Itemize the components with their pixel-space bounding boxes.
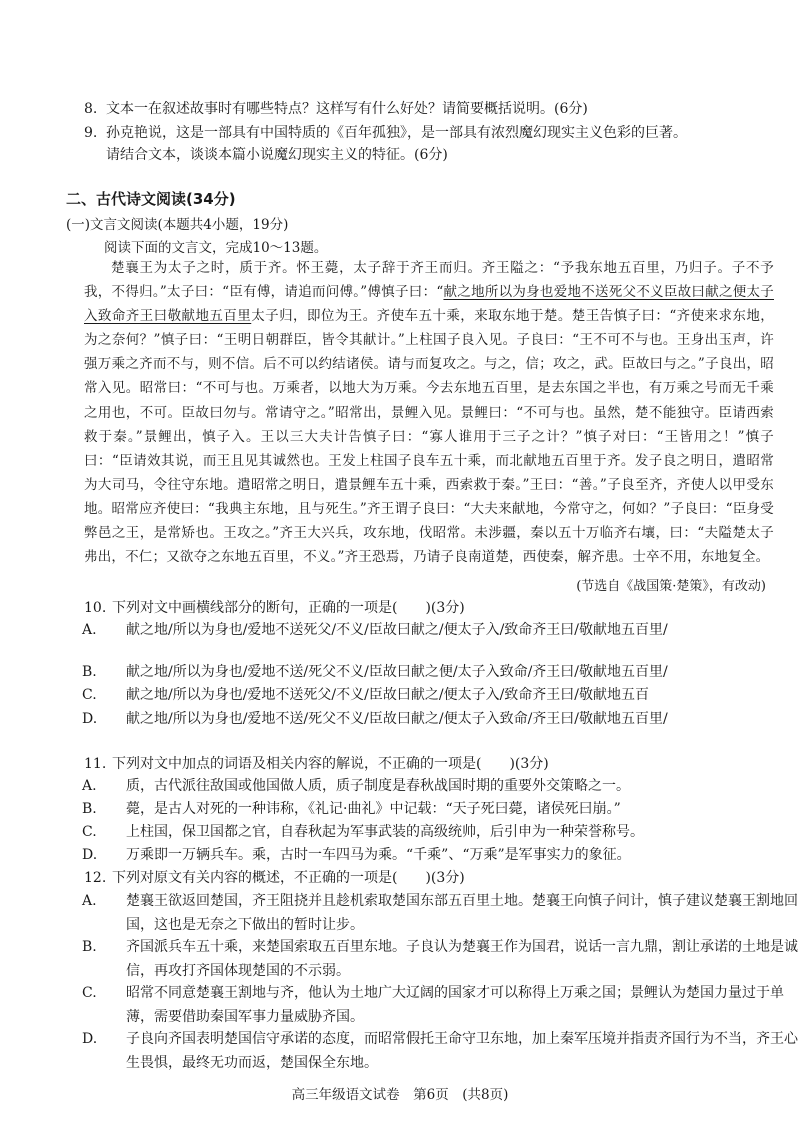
option-letter: A. — [82, 778, 97, 794]
q11-option-b-text: 薨，是古人对死的一种讳称，《礼记·曲礼》中记载：“天子死曰薨，诸侯死曰崩。” — [126, 801, 621, 817]
q10-option-a[interactable] — [82, 619, 800, 643]
subsection-title: (一)文言文阅读(本题共4小题，19分) — [66, 217, 289, 233]
question-9-number: 9. — [84, 125, 98, 141]
q10-option-b-text: 献之地/所以为身也/爱地不送/死父不义/臣故曰献之便/太子入致命/齐王曰/敬献地五百里/ — [126, 664, 668, 680]
passage-part-2: 太子归，即位为王。齐使车五十乘，来取东地于楚。楚王告慎子曰：“齐使来求东地，为之奈何？”慎子曰：“王明日朝群臣，皆令其献计。”上柱国子良入见。子良曰：“王不可不与也。王身出玉声，许强万乘之齐而不与，则不信。后不可以约结诸侯。请与而复攻之。与之，信；攻之，武。臣故曰与之。”子良出，昭常入见。昭常曰：“不可与也。万乘者，以地大为万乘。今去东地五百里，是去东国之半也，有万乘之号而无千乘之用也，不可。臣故曰勿与。常请守之。”昭常出，景鲤入见。景鲤曰：“不可与也。虽然，楚不能独守。臣请西索救于秦。”景鲤出，慎子入。王以三大夫计告慎子曰：“寡人谁用于三子之计？”慎子对曰：“王皆用之！”慎子曰：“臣请效其说，而王且见其诚然也。王发上柱国子良车五十乘，而北献地五百里于齐。发子良之明日，遣昭常为大司马，令往守东地。遣昭常之明日，遣景鲤车五十乘，西索救于秦。”王曰：“善。”子良至齐，齐使人以甲受东地。昭常应齐使曰：“我典主东地，且与死生。”齐王谓子良曰：“大夫来献地，今常守之，何如？”子良曰：“臣身受弊邑之王，是常矫也。王攻之。”齐王大兴兵，攻东地，伐昭常。未涉疆，秦以五十万临齐右壤，曰：“夫隘楚太子弗出，不仁；又欲夺之东地五百里，不义。”齐王恐焉，乃请子良南道楚，西使秦，解齐患。士卒不用，东地复全。 — [84, 308, 774, 566]
question-10-stem: 下列对文中画横线部分的断句，正确的一项是( )(3分) — [112, 600, 465, 616]
question-9 — [84, 122, 774, 166]
reading-instruction: 阅读下面的文言文，完成10～13题。 — [104, 240, 328, 256]
page-footer: 高三年级语文试卷 第6页 (共8页) — [291, 1087, 509, 1103]
option-letter: C. — [82, 985, 97, 1001]
q11-option-d-text: 万乘即一万辆兵车。乘，古时一车四马为乘。“千乘”、“万乘”是军事实力的象征。 — [126, 847, 631, 863]
option-letter: D. — [82, 1031, 98, 1047]
option-letter: C. — [82, 824, 97, 840]
q11-option-c-text: 上柱国，保卫国都之官，自春秋起为军事武装的高级统帅，后引申为一种荣誉称号。 — [126, 824, 644, 840]
q11-option-b[interactable] — [82, 798, 800, 822]
question-12-stem: 下列对原文有关内容的概述，不正确的一项是( )(3分) — [112, 870, 465, 886]
option-letter: C. — [82, 687, 97, 703]
q11-option-c[interactable] — [82, 821, 800, 845]
question-12 — [84, 867, 784, 890]
q10-option-d[interactable] — [82, 708, 800, 732]
question-11-number: 11. — [84, 756, 107, 772]
option-letter: A. — [82, 893, 97, 909]
question-10 — [84, 597, 784, 620]
question-9-text-line2: 请结合文本，谈谈本篇小说魔幻现实主义的特征。(6分) — [106, 147, 448, 163]
q12-option-b[interactable] — [82, 936, 800, 983]
section-title: 二、古代诗文阅读(34分) — [66, 190, 236, 208]
q12-option-a[interactable] — [82, 890, 800, 937]
passage-source: (节选自《战国策·楚策》，有改动) — [576, 579, 766, 594]
q10-option-c[interactable] — [82, 684, 800, 708]
q12-option-c[interactable] — [82, 982, 800, 1029]
question-8-text: 文本一在叙述故事时有哪些特点？这样写有什么好处？请简要概括说明。(6分) — [106, 101, 588, 117]
option-letter: D. — [82, 711, 98, 727]
q12-option-a-text: 楚襄王欲返回楚国，齐王阻挠并且趁机索取楚国东部五百里土地。楚襄王向慎子问计，慎子建议楚襄王割地回国，这也是无奈之下做出的暂时让步。 — [126, 893, 798, 933]
passage-underlined: 献之地所以为身也爱地不送死父不义臣故曰献之便太子入致命齐王曰敬献地五百里 — [84, 284, 774, 325]
question-9-text: 孙克艳说，这是一部具有中国特质的《百年孤独》，是一部具有浓烈魔幻现实主义色彩的巨著。 — [106, 125, 687, 141]
q12-option-d-text: 子良向齐国表明楚国信守承诺的态度，而昭常假托王命守卫东地，加上秦军压境并指责齐国行为不当，齐王心生畏惧，最终无功而返，楚国保全东地。 — [126, 1031, 798, 1071]
q11-option-a[interactable] — [82, 775, 800, 799]
option-letter: D. — [82, 847, 98, 863]
question-8 — [84, 98, 774, 120]
question-10-number: 10. — [84, 600, 107, 616]
question-11 — [84, 753, 784, 776]
q10-option-a-text: 献之地/所以为身也/爱地不送死父/不义/臣故曰献之/便太子入/致命齐王曰/敬献地五百里/ — [126, 622, 668, 638]
q10-option-b[interactable] — [82, 661, 800, 685]
q12-option-d[interactable] — [82, 1028, 800, 1075]
option-letter: B. — [82, 939, 97, 955]
q10-option-d-text: 献之地/所以为身也/爱地不送/死父不义/臣故曰献之/便太子入致命/齐王曰/敬献地五百里/ — [126, 711, 668, 727]
passage-part-1: 楚襄王为太子之时，质于齐。怀王薨，太子辞于齐王而归。齐王隘之：“予我东地五百里，乃归子。子不予我，不得归。”太子曰：“臣有傅，请追而问傅。”傅慎子曰：“ — [84, 260, 774, 301]
q10-option-c-text: 献之地/所以为身也/爱地不送死父/不义/臣故曰献之/便太子入/致命齐王曰/敬献地五百 — [126, 687, 650, 703]
classical-passage — [84, 256, 774, 569]
q11-option-a-text: 质，古代派往敌国或他国做人质，质子制度是春秋战国时期的重要外交策略之一。 — [126, 778, 630, 794]
question-8-number: 8. — [84, 101, 98, 117]
option-letter: B. — [82, 664, 97, 680]
option-letter: B. — [82, 801, 97, 817]
q11-option-d[interactable] — [82, 844, 800, 868]
question-11-stem: 下列对文中加点的词语及相关内容的解说，不正确的一项是( )(3分) — [112, 756, 549, 772]
option-letter: A. — [82, 622, 97, 638]
q12-option-b-text: 齐国派兵车五十乘，来楚国索取五百里东地。子良认为楚襄王作为国君，说话一言九鼎，割让承诺的土地是诚信，再攻打齐国体现楚国的不示弱。 — [126, 939, 798, 979]
q12-option-c-text: 昭常不同意楚襄王割地与齐，他认为土地广大辽阔的国家才可以称得上万乘之国；景鲤认为楚国力量过于单薄，需要借助秦国军事力量威胁齐国。 — [126, 985, 784, 1025]
question-12-number: 12. — [84, 870, 107, 886]
